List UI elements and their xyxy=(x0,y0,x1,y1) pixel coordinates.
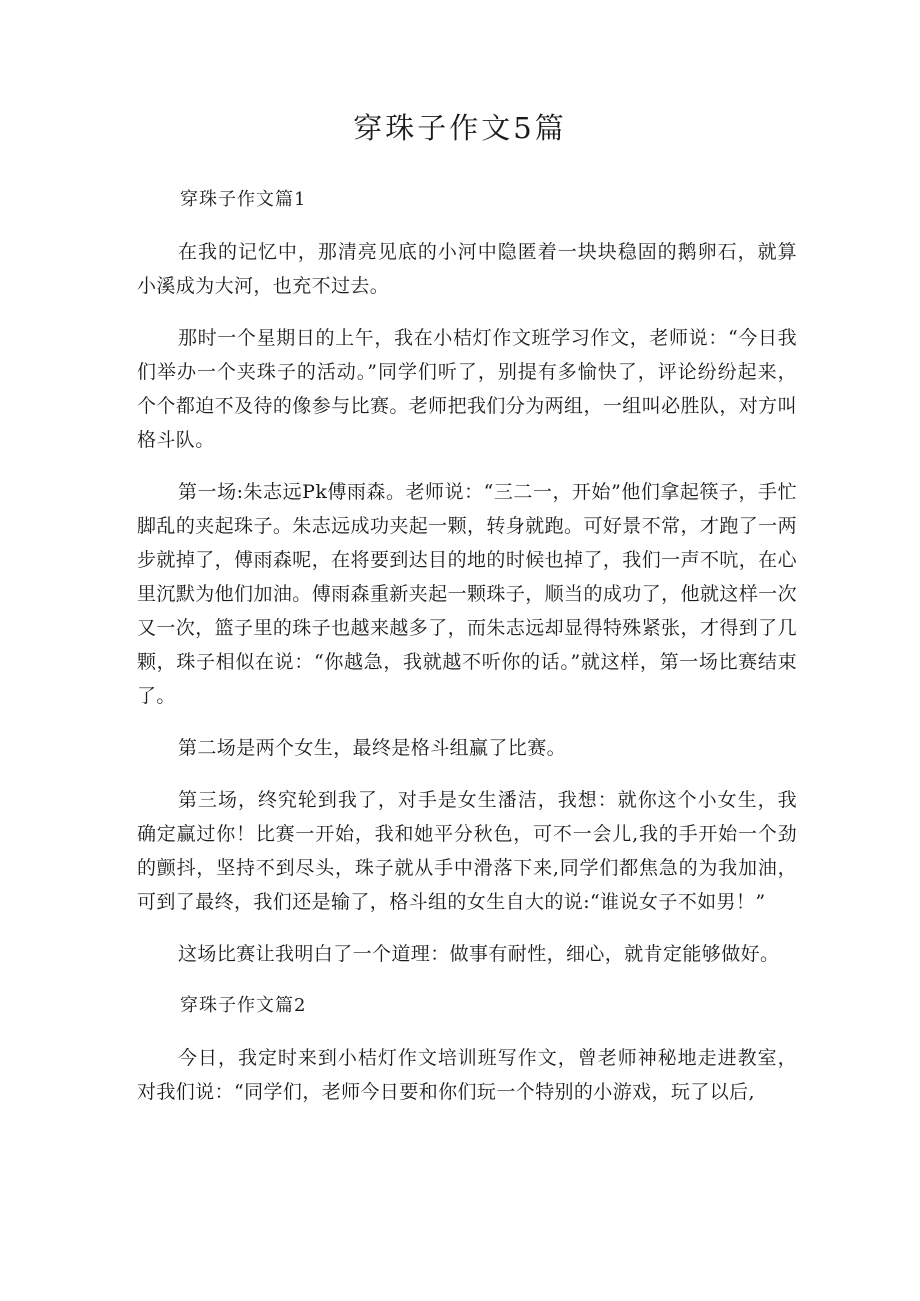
section-heading-2: 穿珠子作文篇2 xyxy=(180,995,307,1016)
paragraph: 在我的记忆中，那清亮见底的小河中隐匿着一块块稳固的鹅卵石，就算小溪成为大河，也充不过去。 xyxy=(137,241,797,297)
paragraph: 第一场:朱志远Pk傅雨森。老师说：“三二一，开始”他们拿起筷子，手忙脚乱的夹起珠子。朱志远成功夹起一颗，转身就跑。可好景不常，才跑了一两步就掉了，傅雨森呢，在将要到达目的地的时候也掉了，我们一声不吭，在心里沉默为他们加油。傅雨森重新夹起一颗珠子，顺当的成功了，他就这样一次又一次，篮子里的珠子也越来越多了，而朱志远却显得特殊紧张，才得到了几颗，珠子相似在说：“你越急，我就越不听你的话。”就这样，第一场比赛结束了。 xyxy=(137,481,797,707)
paragraph: 第二场是两个女生，最终是格斗组赢了比赛。 xyxy=(178,737,567,759)
paragraph: 那时一个星期日的上午，我在小桔灯作文班学习作文，老师说：“今日我们举办一个夹珠子的活动。”同学们听了，别提有多愉快了，评论纷纷起来，个个都迫不及待的像参与比赛。老师把我们分为两组，一组叫必胜队，对方叫格斗队。 xyxy=(137,327,797,451)
paragraph: 这场比赛让我明白了一个道理：做事有耐性，细心，就肯定能够做好。 xyxy=(178,943,780,965)
paragraph: 第三场，终究轮到我了，对手是女生潘洁，我想：就你这个小女生，我确定赢过你！比赛一开始，我和她平分秋色，可不一会儿,我的手开始一个劲的颤抖，坚持不到尽头，珠子就从手中滑落下来,同学们都焦急的为我加油，可到了最终，我们还是输了，格斗组的女生自大的说:“谁说女子不如男！” xyxy=(137,789,797,913)
section-heading-1: 穿珠子作文篇1 xyxy=(180,189,307,210)
document-body xyxy=(137,183,797,1127)
paragraph: 今日，我定时来到小桔灯作文培训班写作文，曾老师神秘地走进教室，对我们说：“同学们，老师今日要和你们玩一个特别的小游戏，玩了以后, xyxy=(137,1047,797,1103)
document-title: 穿珠子作文5篇 xyxy=(353,111,567,145)
